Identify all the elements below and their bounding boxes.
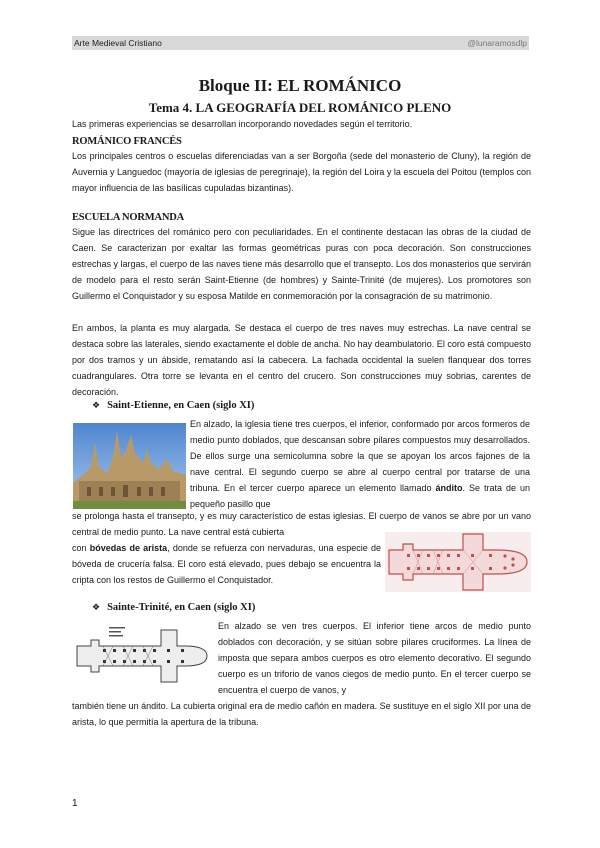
saint-etienne-floor-plan [385, 532, 531, 592]
page-number: 1 [72, 798, 78, 809]
running-header [72, 36, 529, 50]
bullet-saint-etienne-label: Saint-Etienne, en Caen (siglo XI) [107, 400, 255, 411]
saint-etienne-paragraph-c [72, 540, 381, 588]
saint-etienne-paragraph-full: se prolonga hasta el transepto, y es muy característico de estas iglesias. El cuerpo de vanos se abre por un vano central de medio punto. La nave central está cubierta [72, 511, 531, 537]
sainte-trinite-paragraph-a: En alzado se ven tres cuerpos. El inferior tiene arcos de medio punto doblados con decoración, y se sitúan sobre pilares cruciformes. La línea de imposta que separa ambos cuerpos es otro elemento decorativo. El segundo cuerpo es un triforio de vanos ciegos de medio punto. En el tercer cuerpo se encuentra el cuerpo de vanos, y [218, 621, 531, 695]
saint-etienne-text-a: En alzado, la iglesia tiene tres cuerpos, el inferior, conformado por arcos formeros de medio punto doblados, que descansan sobre pilares compuestos muy desarrollados. De ellos surge una semicolumna sobre la que se apoyan los arcos fajones de la nave central. El segundo cuerpo se abre al cuerpo central por tratarse de una tribuna. En el tercer cuerpo aparece un elemento llamado [190, 419, 530, 493]
diamond-bullet-icon: ❖ [92, 603, 101, 613]
header-course-title: Arte Medieval Cristiano [74, 38, 162, 48]
normanda-paragraph-2: En ambos, la planta es muy alargada. Se destaca el cuerpo de tres naves muy estrechas. La nave central se destaca sobre las laterales, siendo exactamente el doble de ancha. No hay deambulatorio. El coro está compuesto por dos tramos y un ábside, rematando así la cabecera. La fachada occidental la suelen flanquear dos torres cuadrangulares. Otra torre se levanta en el centro del crucero. Son construcciones muy sobrias, carentes de decoración. [72, 323, 531, 397]
page-subtitle: Tema 4. LA GEOGRAFÍA DEL ROMÁNICO PLENO [148, 100, 452, 115]
normanda-paragraph-1: Sigue las directrices del románico pero con peculiaridades. En el continente destacan las obras de la ciudad de Caen. Se caracterizan por exaltar las formas geométricas puras con poca decoración. Son construcciones estrechas y largas, el cuerpo de las naves tiene más desarrollo que el transepto. Los dos monasterios que servirán de modelo para el resto serán Saint-Etienne (de hombres) y Sainte-Trinité (de mujeres). Los promotores son Guillermo el Conquistador y su esposa Matilde en conmemoración por la consagración de su matrimonio. [72, 227, 531, 301]
saint-etienne-paragraph-a [190, 416, 530, 512]
bullet-saint-etienne [92, 400, 254, 411]
saint-etienne-text-c: , donde se refuerza con nervaduras, una especie de bóveda de crucería falsa. El coro está elevado, pues debajo se encuentra la cripta con los restos de Guillermo el Conquistador. [72, 543, 381, 585]
frances-paragraph: Los principales centros o escuelas diferenciadas van a ser Borgoña (sede del monasterio de Cluny), la región de Auvernia y Languedoc (mayoría de iglesias de peregrinaje), la región del Loira y la escuela del Poitou (templos con mayor influencia de las basílicas cupuladas bizantinas). [72, 151, 531, 193]
saint-etienne-photo [73, 423, 186, 509]
diamond-bullet-icon: ❖ [92, 401, 101, 411]
bullet-sainte-trinite [92, 602, 255, 613]
section-heading-frances: ROMÁNICO FRANCÉS [72, 136, 182, 147]
sainte-trinite-floor-plan [73, 624, 213, 684]
section-heading-normanda: ESCUELA NORMANDA [72, 212, 185, 223]
saint-etienne-con: con [72, 543, 87, 553]
term-andito: ándito [435, 483, 463, 493]
saint-etienne-text-b: . Se trata de un pequeño pasillo que [190, 483, 530, 509]
page-title: Bloque II: EL ROMÁNICO [198, 76, 402, 95]
term-bovedas-de-arista: bóvedas de arista [89, 543, 168, 553]
intro-paragraph: Las primeras experiencias se desarrollan incorporando novedades según el territorio. [72, 119, 413, 129]
sainte-trinite-paragraph-full: también tiene un ándito. La cubierta original era de medio cañón en madera. Se sustituye en el siglo XII por una de arista, lo que permitía la apertura de la tribuna. [72, 701, 531, 727]
header-author-handle: @lunaramosdlp [467, 38, 527, 48]
bullet-sainte-trinite-label: Sainte-Trinité, en Caen (siglo XI) [107, 602, 256, 613]
